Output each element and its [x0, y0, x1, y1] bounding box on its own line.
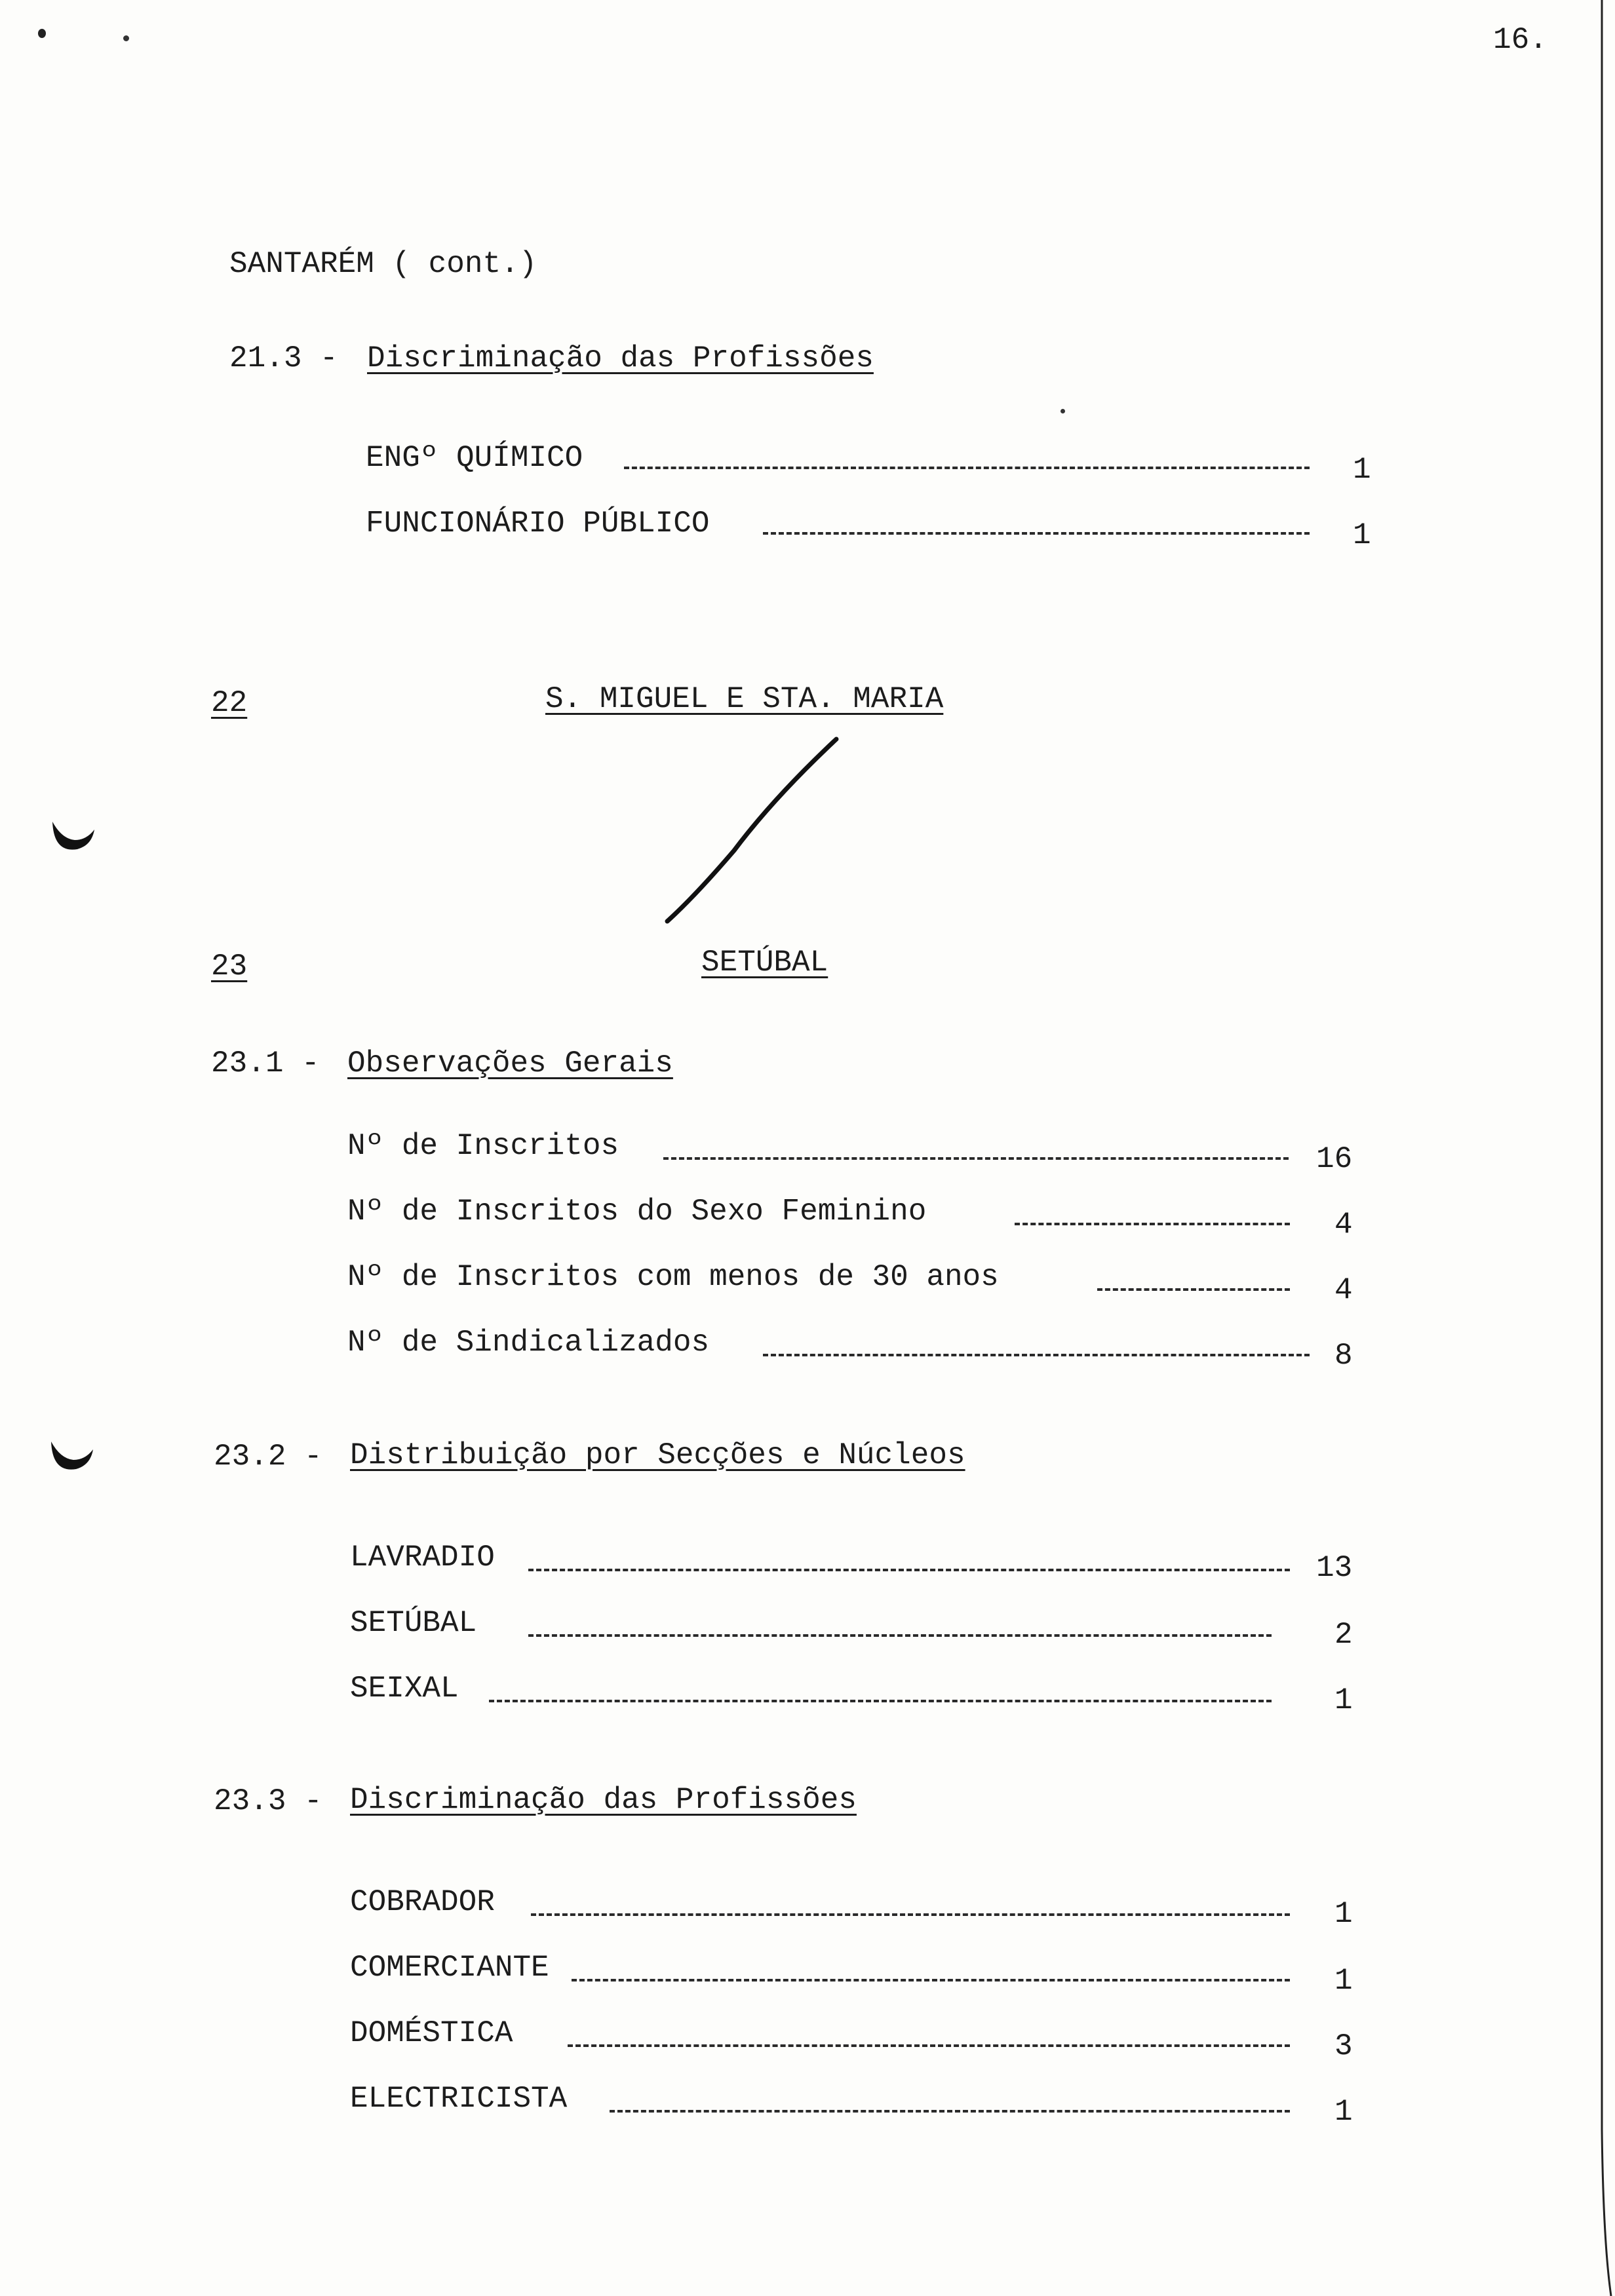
list-item-label: SEIXAL — [350, 1672, 459, 1706]
dotted-leader — [528, 1569, 1290, 1571]
binder-hole-mark — [47, 815, 100, 861]
section-title-23-3: Discriminação das Profissões — [350, 1783, 857, 1817]
list-item-label: COBRADOR — [350, 1885, 495, 1919]
list-item-value: 1 — [1334, 1897, 1353, 1931]
cancel-slash-line — [655, 733, 852, 929]
dotted-leader — [572, 1979, 1290, 1981]
scan-dot — [123, 35, 129, 41]
page-number: 16. — [1493, 23, 1547, 57]
list-item-value: 13 — [1316, 1551, 1353, 1585]
section-number-22: 22 — [211, 686, 248, 720]
section-heading-santarem: SANTARÉM ( cont.) — [229, 247, 537, 281]
list-item-label: ENGº QUÍMICO — [366, 441, 583, 475]
list-item-value: 1 — [1334, 1964, 1353, 1998]
list-item-label: COMERCIANTE — [350, 1951, 549, 1985]
dotted-leader — [763, 1354, 1310, 1356]
binder-hole-mark — [46, 1435, 98, 1481]
list-item-value: 8 — [1334, 1339, 1353, 1373]
section-number-23-1: 23.1 - — [211, 1046, 320, 1081]
list-item-value: 3 — [1334, 2029, 1353, 2063]
list-item-label: DOMÉSTICA — [350, 2016, 513, 2050]
list-item-label: LAVRADIO — [350, 1540, 495, 1575]
list-item-value: 1 — [1334, 2095, 1353, 2129]
dotted-leader — [1097, 1288, 1290, 1291]
section-number-23: 23 — [211, 949, 248, 984]
section-title-22: S. MIGUEL E STA. MARIA — [545, 682, 944, 716]
dotted-leader — [528, 1634, 1272, 1637]
section-title-21-3: Discriminação das Profissões — [367, 341, 874, 375]
dotted-leader — [531, 1913, 1290, 1916]
list-item-value: 4 — [1334, 1273, 1353, 1307]
list-item-label: Nº de Sindicalizados — [347, 1326, 710, 1360]
section-title-23-1: Observações Gerais — [347, 1046, 673, 1081]
dotted-leader — [568, 2044, 1290, 2047]
section-number-21-3: 21.3 - — [229, 341, 338, 375]
page-edge-line — [1586, 0, 1615, 2296]
list-item-label: Nº de Inscritos do Sexo Feminino — [347, 1195, 927, 1229]
scan-dot — [38, 29, 46, 38]
list-item-value: 4 — [1334, 1208, 1353, 1242]
list-item-value: 2 — [1334, 1618, 1353, 1652]
dotted-leader — [610, 2110, 1290, 2113]
dotted-leader — [489, 1700, 1272, 1702]
section-title-23: SETÚBAL — [701, 946, 828, 980]
list-item-value: 16 — [1316, 1142, 1353, 1176]
list-item-value: 1 — [1353, 518, 1371, 552]
section-title-23-2: Distribuição por Secções e Núcleos — [350, 1438, 965, 1472]
dotted-leader — [663, 1157, 1289, 1160]
section-number-23-3: 23.3 - — [214, 1784, 322, 1818]
list-item-label: FUNCIONÁRIO PÚBLICO — [366, 507, 710, 541]
dotted-leader — [1015, 1223, 1290, 1225]
scan-dot — [1060, 409, 1065, 413]
list-item-label: ELECTRICISTA — [350, 2082, 568, 2116]
list-item-value: 1 — [1334, 1683, 1353, 1717]
list-item-label: Nº de Inscritos — [347, 1129, 619, 1163]
list-item-value: 1 — [1353, 453, 1371, 487]
list-item-label: SETÚBAL — [350, 1606, 477, 1640]
dotted-leader — [763, 532, 1310, 535]
dotted-leader — [624, 467, 1310, 469]
section-number-23-2: 23.2 - — [214, 1440, 322, 1474]
list-item-label: Nº de Inscritos com menos de 30 anos — [347, 1260, 999, 1294]
